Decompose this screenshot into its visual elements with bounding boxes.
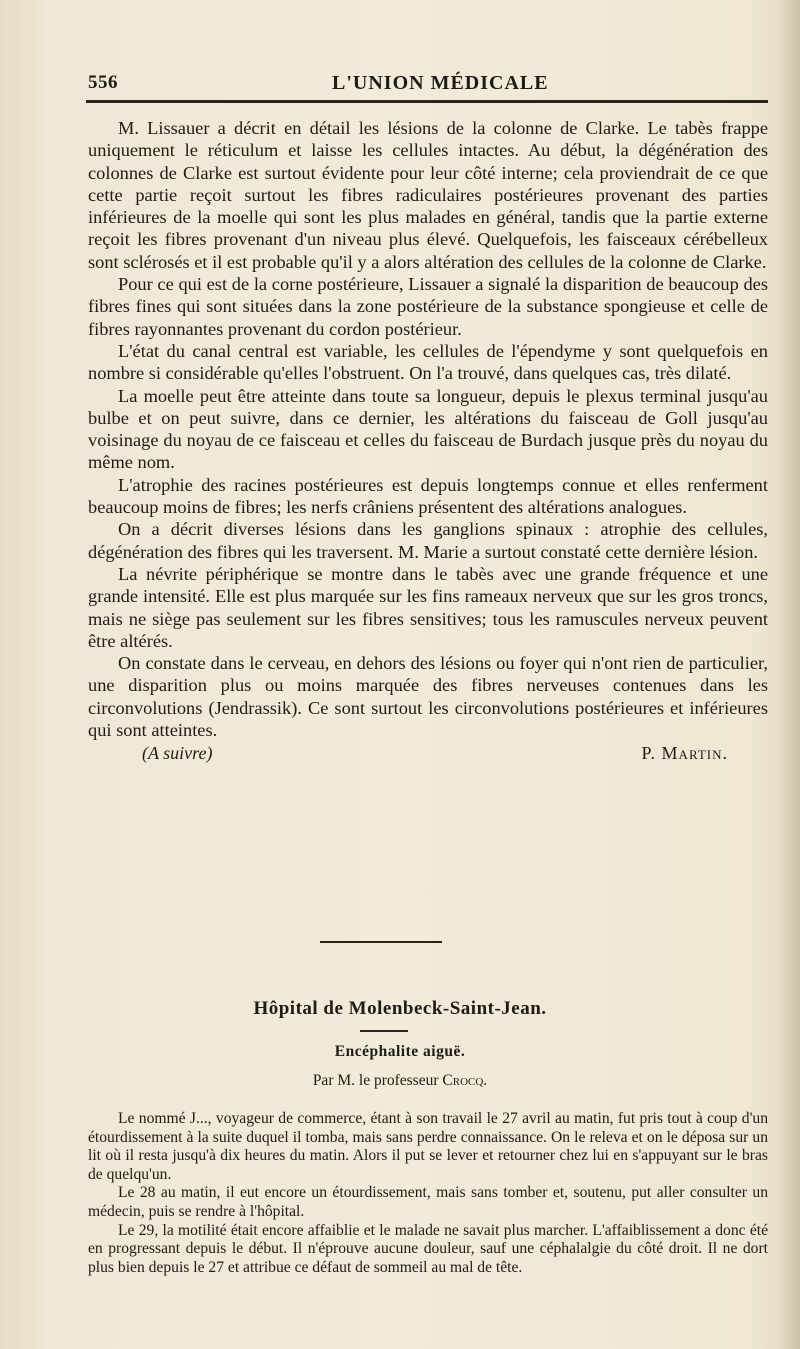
header-rule (86, 100, 768, 103)
section-separator (320, 941, 442, 943)
title-rule (360, 1030, 408, 1032)
continued-note: (A suivre) (142, 743, 213, 764)
article-subtitle: Encéphalite aiguë. (334, 1043, 466, 1060)
byline (0, 1072, 800, 1090)
byline-prefix: Par M. le professeur (312, 1072, 443, 1089)
page-edge-shadow (778, 0, 800, 1349)
case-report-text (88, 1110, 768, 1277)
paragraph: Le 28 au matin, il eut encore un étourdissement, mais sans tomber et, soutenu, put aller consulter un médecin, puis se rendre à l'hôpital. (88, 1184, 768, 1220)
paragraph: L'état du canal central est variable, les cellules de l'épendyme y sont quelquefois en nombre si considérable qu'elles l'obstruent. On l'a trouvé, dans quelques cas, très dilaté. (88, 340, 768, 384)
author-signature: P. Martin. (641, 743, 728, 764)
paragraph: Le 29, la motilité était encore affaiblie et le malade ne savait plus marcher. L'affaiblissement a donc été en progressant depuis le début. Il n'éprouve aucune douleur, sauf une céphalalgie du côté droit. Il ne dort plus bien depuis le 27 et attribue ce défaut de sommeil au mal de tête. (88, 1221, 768, 1276)
paragraph: Le nommé J..., voyageur de commerce, étant à son travail le 27 avril au matin, fut pris tout à coup d'un étourdissement à la suite duquel il tomba, mais sans perdre connaissance. On le releva et on le déposa sur un lit où il resta jusqu'à dix heures du matin. Alors il put se lever et retourner chez lui en s'appuyant sur le bras de quelqu'un. (88, 1110, 768, 1183)
article-title: Hôpital de Molenbeck-Saint-Jean. (253, 998, 547, 1019)
paragraph: La moelle peut être atteinte dans toute sa longueur, depuis le plexus terminal jusqu'au bulbe et on peut suivre, dans ce dernier, les altérations du faisceau de Goll jusqu'au voisinage du noyau de ce faisceau et celles du faisceau de Burdach jusque près du noyau du même nom. (88, 385, 768, 473)
page-number: 556 (88, 72, 118, 93)
signature-line (88, 742, 768, 768)
paragraph: L'atrophie des racines postérieures est depuis longtemps connue et elles renferment beaucoup moins de fibres; les nerfs crâniens présentent des altérations analogues. (88, 474, 768, 518)
paragraph: On a décrit diverses lésions dans les ganglions spinaux : atrophie des cellules, dégénération des fibres qui les traversent. M. Marie a surtout constaté cette dernière lésion. (88, 519, 768, 562)
paragraph: Pour ce qui est de la corne postérieure, Lissauer a signalé la disparition de beaucoup des fibres fines qui sont situées dans la zone postérieure de la substance spongieuse et celle de fibres rayonnantes provenant du cordon postérieur. (88, 274, 768, 339)
paragraph: La névrite périphérique se montre dans le tabès avec une grande fréquence et une grande intensité. Elle est plus marquée sur les fins rameaux nerveux que sur les gros troncs, mais ne siège pas seulement sur les fibres sensitives; tous les ramuscules nerveux peuvent être altérés. (88, 563, 768, 651)
byline-author: Crocq. (442, 1072, 488, 1089)
main-column (88, 117, 768, 768)
paragraph: M. Lissauer a décrit en détail les lésions de la colonne de Clarke. Le tabès frappe uniquement le réticulum et laisse les cellules intactes. Au début, la dégénération des colonnes de Clarke est surtout évidente pour leur côté interne; cela proviendrait de ce que cette partie reçoit surtout les fibres radiculaires postérieures provenant des parties inférieures de la moelle qui sont les plus malades en général, tandis que la partie externe reçoit les fibres provenant d'un niveau plus élevé. Quelquefois, les faisceaux cérébelleux sont sclérosés et il est probable qu'il y a alors altération des cellules de la colonne de Clarke. (88, 118, 768, 272)
running-head: L'UNION MÉDICALE (332, 72, 549, 94)
paragraph: On constate dans le cerveau, en dehors des lésions ou foyer qui n'ont rien de particulier, une disparition plus ou moins marquée des fibres nerveuses contenues dans les circonvolutions (Jendrassik). Ce sont surtout les circonvolutions postérieures et inférieures qui sont atteintes. (88, 653, 768, 741)
page-header (88, 72, 768, 102)
